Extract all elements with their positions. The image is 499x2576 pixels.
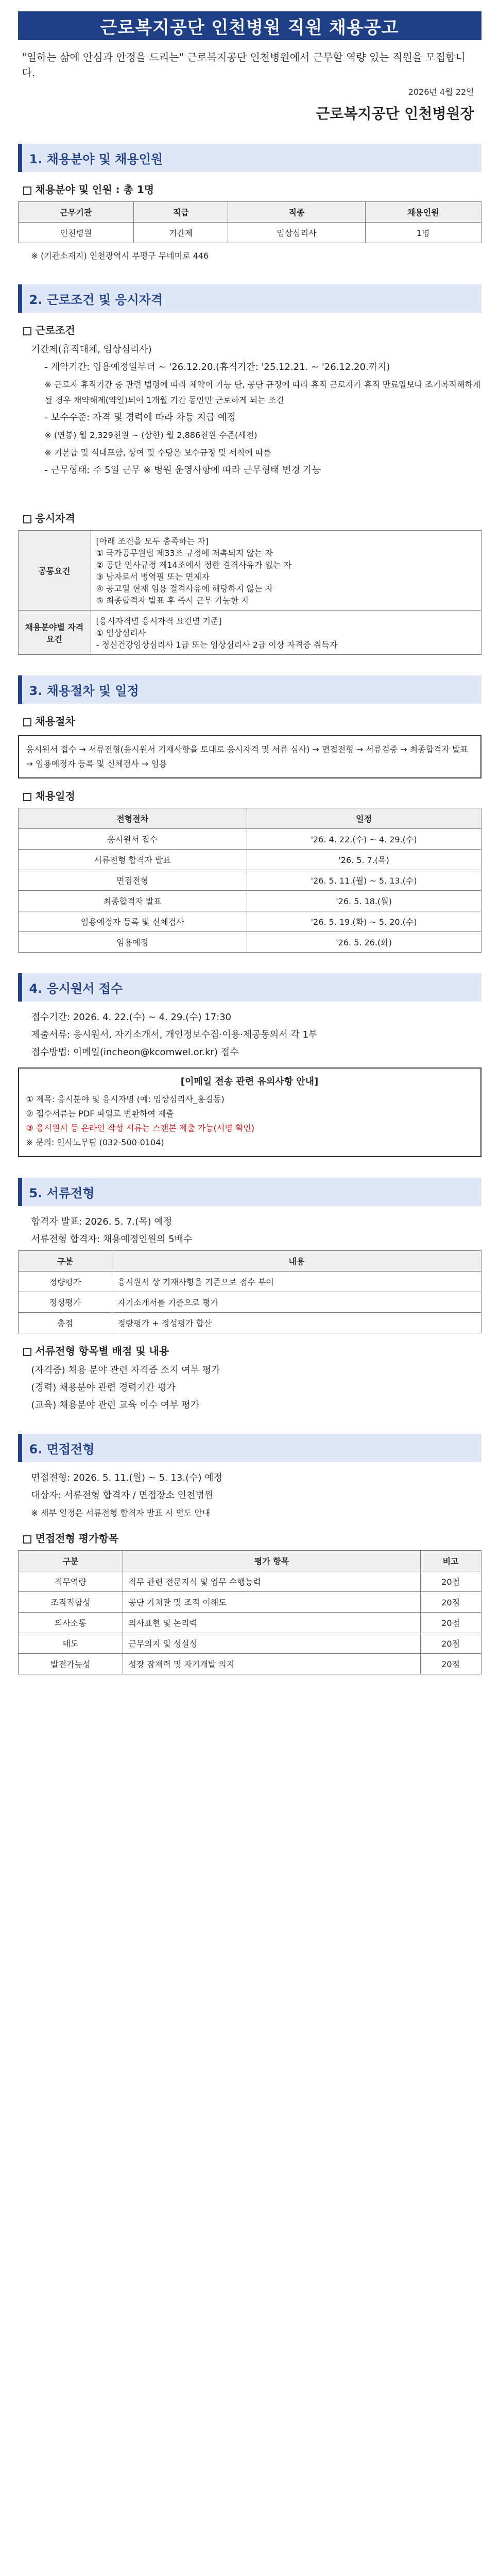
cell: 성장 잠재력 및 자기개발 의지	[123, 1654, 420, 1674]
table-row	[18, 531, 481, 611]
cell: '26. 5. 19.(화) ~ 5. 20.(수)	[247, 911, 481, 932]
square-icon	[23, 793, 31, 801]
section-2-sub-1-label: 근로조건	[35, 324, 75, 336]
notice-title: [이메일 전송 관련 유의사항 안내]	[180, 1076, 319, 1087]
section-3-sub-1-label: 채용절차	[35, 715, 75, 727]
section-1-sub-label: 채용분야 및 인원 : 총 1명	[35, 183, 154, 196]
section-4-title: 4. 응시원서 접수	[18, 973, 481, 1002]
section-3-sub-1	[23, 713, 481, 728]
s2-line2: - 계약기간: 임용예정일부터 ~ '26.12.20.(휴직기간: '25.12.21. ~ '26.12.20.까지)	[44, 362, 390, 372]
interview-eval-table	[18, 1550, 481, 1674]
section-5-sub-2	[23, 1343, 481, 1358]
cell: 총점	[18, 1313, 112, 1333]
cell: '26. 4. 22.(수) ~ 4. 29.(수)	[247, 829, 481, 850]
cell: 근무의지 및 성실성	[123, 1633, 420, 1654]
requirements-table	[18, 530, 481, 655]
meta-block	[25, 86, 474, 123]
square-icon	[23, 1535, 31, 1544]
s4-line1: 접수기간: 2026. 4. 22.(수) ~ 4. 29.(수) 17:30	[31, 1012, 232, 1023]
table-header: 구분	[18, 1551, 123, 1571]
s4-line2: 제출서류: 응시원서, 자기소개서, 개인정보수집·이용·제공동의서 각 1부	[31, 1029, 318, 1040]
s5-line2: 서류전형 합격자: 채용예정인원의 5배수	[31, 1234, 193, 1245]
table-header: 근무기관	[18, 202, 134, 223]
table-header: 구분	[18, 1251, 112, 1272]
doc-eval-table	[18, 1250, 481, 1333]
s2-line5: ※ (연봉) 월 2,329천원 ~ (상한) 월 2,886천원 수준(세전)	[44, 430, 257, 440]
table-row	[18, 911, 481, 932]
cell: 의사소통	[18, 1613, 123, 1633]
table-header: 직급	[134, 202, 228, 223]
s6-line3: ※ 세부 일정은 서류전형 합격자 발표 시 별도 안내	[31, 1508, 211, 1518]
section-3-sub-2-label: 채용일정	[35, 790, 75, 802]
section-1-sub	[23, 181, 481, 196]
cell: 의사표현 및 논리력	[123, 1613, 420, 1633]
content-frame	[18, 11, 481, 1686]
cell: 최종합격자 발표	[18, 891, 247, 911]
cell: '26. 5. 26.(화)	[247, 932, 481, 953]
cell: 정량평가 + 정성평가 합산	[112, 1313, 481, 1333]
table-row	[18, 1313, 481, 1333]
s5-line1: 합격자 발표: 2026. 5. 7.(목) 예정	[31, 1216, 173, 1227]
cell: 정량평가	[18, 1272, 112, 1292]
section-5-title: 5. 서류전형	[18, 1178, 481, 1206]
cell: 조직적합성	[18, 1592, 123, 1613]
notice-line: ③ 응시원서 등 온라인 작성 서류는 스캔본 제출 가능(서명 확인)	[26, 1123, 255, 1133]
s6-line2: 대상자: 서류전형 합격자 / 면접장소 인천병원	[31, 1490, 214, 1501]
square-icon	[23, 718, 31, 726]
s5-line4: (경력) 채용분야 관련 경력기간 평가	[31, 1382, 176, 1393]
square-icon	[23, 187, 31, 195]
announcement-date: 2026년 4월 22일	[408, 87, 474, 97]
cell: 임용예정	[18, 932, 247, 953]
section-1-note: ※ (기관소재지) 인천광역시 부평구 무네미로 446	[31, 251, 209, 261]
table-row	[18, 1654, 481, 1674]
table-header: 내용	[112, 1251, 481, 1272]
table-row	[18, 850, 481, 870]
cell: 면접전형	[18, 870, 247, 891]
cell: 서류전형 합격자 발표	[18, 850, 247, 870]
table-header: 직종	[228, 202, 366, 223]
square-icon	[23, 515, 31, 523]
table-row	[18, 1571, 481, 1592]
s2-line4: - 보수수준: 자격 및 경력에 따라 차등 지급 예정	[44, 412, 236, 423]
cell: 20점	[420, 1654, 481, 1674]
section-3-title: 3. 채용절차 및 일정	[18, 675, 481, 704]
cell: 20점	[420, 1633, 481, 1654]
cell: 20점	[420, 1613, 481, 1633]
cell: '26. 5. 7.(목)	[247, 850, 481, 870]
req-col1: 공통요건	[18, 531, 91, 611]
cell: 정성평가	[18, 1292, 112, 1313]
footer-spacer	[18, 1680, 481, 1686]
notice-line: ① 제목: 응시분야 및 응시자명 (예: 임상심리사_홍길동)	[26, 1094, 225, 1104]
table-row	[18, 1592, 481, 1613]
table-header: 비고	[420, 1551, 481, 1571]
s2-line3: ※ 근로자 휴직기간 중 관련 법령에 따라 체약이 가능 단, 공단 규정에 따라 휴직 근로자가 휴직 만료일보다 조기복직해하게 될 경우 채약해제(약일)되어 1개월 기간 동안만 근로하게 되는 조건	[44, 380, 481, 405]
spacer	[18, 480, 481, 501]
cell: '26. 5. 11.(월) ~ 5. 13.(수)	[247, 870, 481, 891]
section-2-title: 2. 근로조건 및 응시자격	[18, 284, 481, 313]
cell: 직무 관련 전문지식 및 업무 수행능력	[123, 1571, 420, 1592]
cell: 발전가능성	[18, 1654, 123, 1674]
section-2-sub-2	[23, 510, 481, 525]
cell: 20점	[420, 1592, 481, 1613]
section-2-sub-1	[23, 322, 481, 337]
page-title: 근로복지공단 인천병원 직원 채용공고	[18, 11, 481, 40]
cell: 공단 가치관 및 조직 이해도	[123, 1592, 420, 1613]
table-header: 전형절차	[18, 808, 247, 829]
s2-line7: - 근무형태: 주 5일 근무 ※ 병원 운영사항에 따라 근무형태 변경 가능	[44, 465, 321, 476]
table-row	[18, 870, 481, 891]
req-content2: [응시자격별 응시자격 요건별 기준] ① 임상심리사 - 정신건강임상심리사 1급 또는 임상심리사 2급 이상 자격증 취득자	[91, 611, 481, 655]
cell: 임용예정자 등록 및 신체검사	[18, 911, 247, 932]
req-col2: 채용분야별 자격요건	[18, 611, 91, 655]
announcement-org: 근로복지공단 인천병원장	[316, 105, 474, 122]
s2-line6: ※ 기본급 및 식대포함, 상여 및 수당은 보수규정 및 세칙에 따름	[44, 448, 271, 457]
notice-line: ② 접수서류는 PDF 파일로 변환하여 제출	[26, 1109, 174, 1118]
s4-line3: 접수방법: 이메일(incheon@kcomwel.or.kr) 접수	[31, 1047, 239, 1058]
table-row	[18, 223, 481, 243]
s5-line3: (자격증) 채용 분야 관련 자격증 소지 여부 평가	[31, 1365, 220, 1376]
flow-box: 응시원서 접수 → 서류전형(응시원서 기재사항을 토대로 응시자격 및 서류 심사) → 면접전형 → 서류검증 → 최종합격자 발표 → 임용예정자 등록 및 신체검사 → 임용	[18, 735, 481, 778]
table-row	[18, 611, 481, 655]
square-icon	[23, 327, 31, 335]
notice-line: ※ 문의: 인사노무팀 (032-500-0104)	[26, 1138, 164, 1147]
cell: 직무역량	[18, 1571, 123, 1592]
table-row	[18, 829, 481, 850]
section-3-sub-2	[23, 788, 481, 803]
table-section-1	[18, 201, 481, 243]
table-header: 일정	[247, 808, 481, 829]
table-row	[18, 891, 481, 911]
section-6-sub-2	[23, 1530, 481, 1545]
intro-text: "일하는 삶에 안심과 안정을 드리는" 근로복지공단 인천병원에서 근무할 역량 있는 직원을 모집합니다.	[22, 51, 466, 79]
cell: 자기소개서를 기준으로 평가	[112, 1292, 481, 1313]
section-2-sub-2-label: 응시자격	[35, 512, 75, 524]
section-5-sub-2-label: 서류전형 항목별 배점 및 내용	[35, 1345, 169, 1357]
square-icon	[23, 1348, 31, 1356]
req-content: [아래 조건을 모두 충족하는 자] ① 국가공무원법 제33조 규정에 저촉되지 않는 자 ② 공단 인사규정 제14조에서 정한 결격사유가 없는 자 ③ 남자로서 병역필 또는 면제자 ④ 공고일 현재 임용 결격사유에 해당하지 않는 자 ⑤ 최종합격자 발표 후 즉시 근무 가능한 자	[91, 531, 481, 611]
section-6-title: 6. 면접전형	[18, 1434, 481, 1462]
cell: 태도	[18, 1633, 123, 1654]
table-row	[18, 1272, 481, 1292]
cell: 인천병원	[18, 223, 134, 243]
cell: 임상심리사	[228, 223, 366, 243]
table-row	[18, 1633, 481, 1654]
table-header: 채용인원	[365, 202, 481, 223]
email-notice-box	[18, 1067, 481, 1157]
cell: 1명	[365, 223, 481, 243]
s5-line5: (교육) 채용분야 관련 교육 이수 여부 평가	[31, 1400, 200, 1411]
cell: 응시원서 접수	[18, 829, 247, 850]
cell: 기간제	[134, 223, 228, 243]
table-row	[18, 1292, 481, 1313]
table-row	[18, 932, 481, 953]
section-1-title: 1. 채용분야 및 채용인원	[18, 144, 481, 172]
cell: 20점	[420, 1571, 481, 1592]
s6-line1: 면접전형: 2026. 5. 11.(월) ~ 5. 13.(수) 예정	[31, 1472, 223, 1483]
section-6-sub-2-label: 면접전형 평가항목	[35, 1532, 119, 1545]
schedule-table	[18, 808, 481, 953]
cell: 응시원서 상 기재사항을 기준으로 점수 부여	[112, 1272, 481, 1292]
table-row	[18, 1613, 481, 1633]
cell: '26. 5. 18.(월)	[247, 891, 481, 911]
s2-line1: 기간제(휴직대체, 임상심리사)	[31, 344, 152, 355]
table-header: 평가 항목	[123, 1551, 420, 1571]
